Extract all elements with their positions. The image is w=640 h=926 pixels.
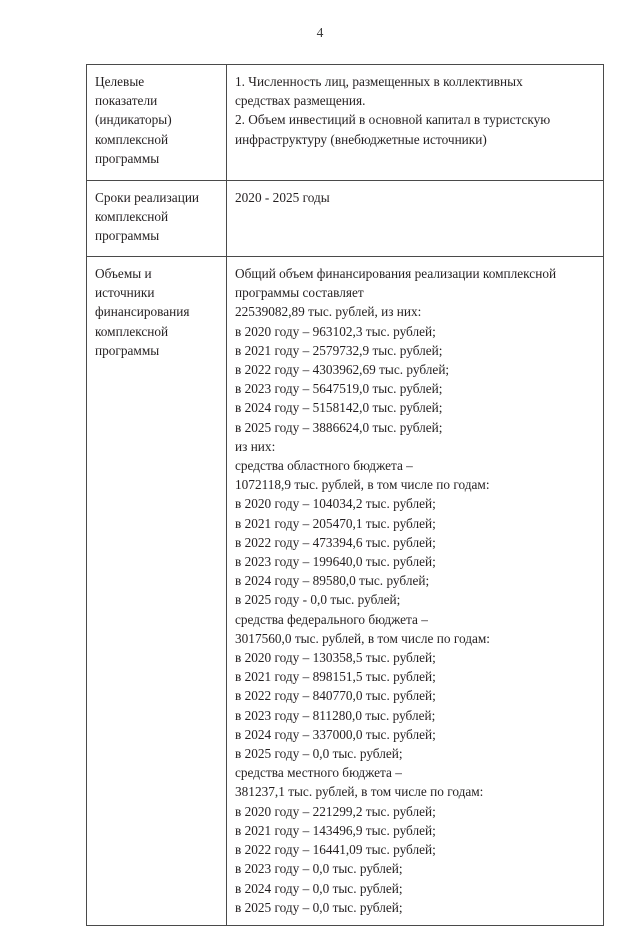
value-line: 3017560,0 тыс. рублей, в том числе по годам: (235, 630, 491, 646)
row-label-implementation-period (87, 181, 227, 257)
value-line: в 2021 году – 2579732,9 тыс. рублей; (235, 342, 443, 358)
label-line: Целевые (95, 74, 145, 89)
value-line: средства местного бюджета – (235, 765, 402, 781)
value-line: программы составляет (235, 285, 364, 301)
row-value-target-indicators (227, 65, 604, 181)
value-line: в 2020 году – 963102,3 тыс. рублей; (235, 323, 436, 339)
value-line: в 2020 году – 221299,2 тыс. рублей; (235, 803, 436, 819)
table-row (87, 181, 604, 257)
label-line: комплексной (95, 209, 169, 225)
value-line: 1072118,9 тыс. рублей, в том числе по годам: (235, 477, 490, 493)
label-line: показатели (95, 93, 158, 109)
value-line: 2. Объем инвестиций в основной капитал в туристскую (235, 112, 551, 128)
value-line: средства областного бюджета – (235, 458, 413, 474)
value-line: в 2025 году - 0,0 тыс. рублей; (235, 592, 401, 608)
value-line: в 2025 году – 0,0 тыс. рублей; (235, 746, 403, 762)
value-line: в 2025 году – 3886624,0 тыс. рублей; (235, 419, 443, 435)
value-line: инфраструктуру (внебюджетные источники) (235, 131, 487, 147)
label-line: программы (95, 150, 160, 166)
value-line: средства федерального бюджета – (235, 611, 428, 627)
label-line: программы (95, 342, 160, 358)
value-line: 2020 - 2025 годы (235, 190, 330, 205)
row-label-funding (87, 257, 227, 926)
value-line: из них: (235, 438, 276, 454)
value-line: в 2020 году – 130358,5 тыс. рублей; (235, 650, 436, 666)
table-row (87, 257, 604, 926)
value-line: 381237,1 тыс. рублей, в том числе по годам: (235, 784, 484, 800)
row-value-funding (227, 257, 604, 926)
label-line: комплексной (95, 131, 169, 147)
row-label-target-indicators (87, 65, 227, 181)
value-line: в 2021 году – 205470,1 тыс. рублей; (235, 515, 436, 531)
value-line: в 2023 году – 199640,0 тыс. рублей; (235, 554, 436, 570)
value-line: в 2024 году – 89580,0 тыс. рублей; (235, 573, 430, 589)
value-line: в 2024 году – 0,0 тыс. рублей; (235, 880, 403, 896)
label-line: (индикаторы) (95, 112, 172, 128)
value-line: в 2024 году – 337000,0 тыс. рублей; (235, 726, 436, 742)
value-line: средствах размещения. (235, 93, 366, 109)
value-line: в 2020 году – 104034,2 тыс. рублей; (235, 496, 436, 512)
value-line: в 2023 году – 5647519,0 тыс. рублей; (235, 381, 443, 397)
label-line: программы (95, 228, 160, 244)
value-line: в 2021 году – 898151,5 тыс. рублей; (235, 669, 436, 685)
table-body (87, 65, 604, 926)
label-line: Объемы и (95, 266, 152, 281)
page-number: 4 (316, 25, 324, 40)
row-value-implementation-period (227, 181, 604, 257)
value-line: в 2022 году – 16441,09 тыс. рублей; (235, 842, 436, 858)
value-line: Общий объем финансирования реализации комплексной (235, 266, 557, 281)
value-line: 1. Численность лиц, размещенных в коллективных (235, 74, 523, 89)
value-line: в 2025 году – 0,0 тыс. рублей; (235, 899, 403, 915)
label-line: Сроки реализации (95, 190, 200, 205)
table-row (87, 65, 604, 181)
label-line: источники (95, 285, 155, 301)
value-line: в 2023 году – 0,0 тыс. рублей; (235, 861, 403, 877)
value-line: в 2021 году – 143496,9 тыс. рублей; (235, 822, 436, 838)
value-line: в 2022 году – 840770,0 тыс. рублей; (235, 688, 436, 704)
label-line: финансирования (95, 304, 190, 320)
value-line: 22539082,89 тыс. рублей, из них: (235, 304, 422, 320)
label-line: комплексной (95, 323, 169, 339)
value-line: в 2022 году – 473394,6 тыс. рублей; (235, 534, 436, 550)
value-line: в 2024 году – 5158142,0 тыс. рублей; (235, 400, 443, 416)
value-line: в 2022 году – 4303962,69 тыс. рублей; (235, 362, 450, 378)
value-line: в 2023 году – 811280,0 тыс. рублей; (235, 707, 436, 723)
program-passport-table (86, 64, 604, 926)
